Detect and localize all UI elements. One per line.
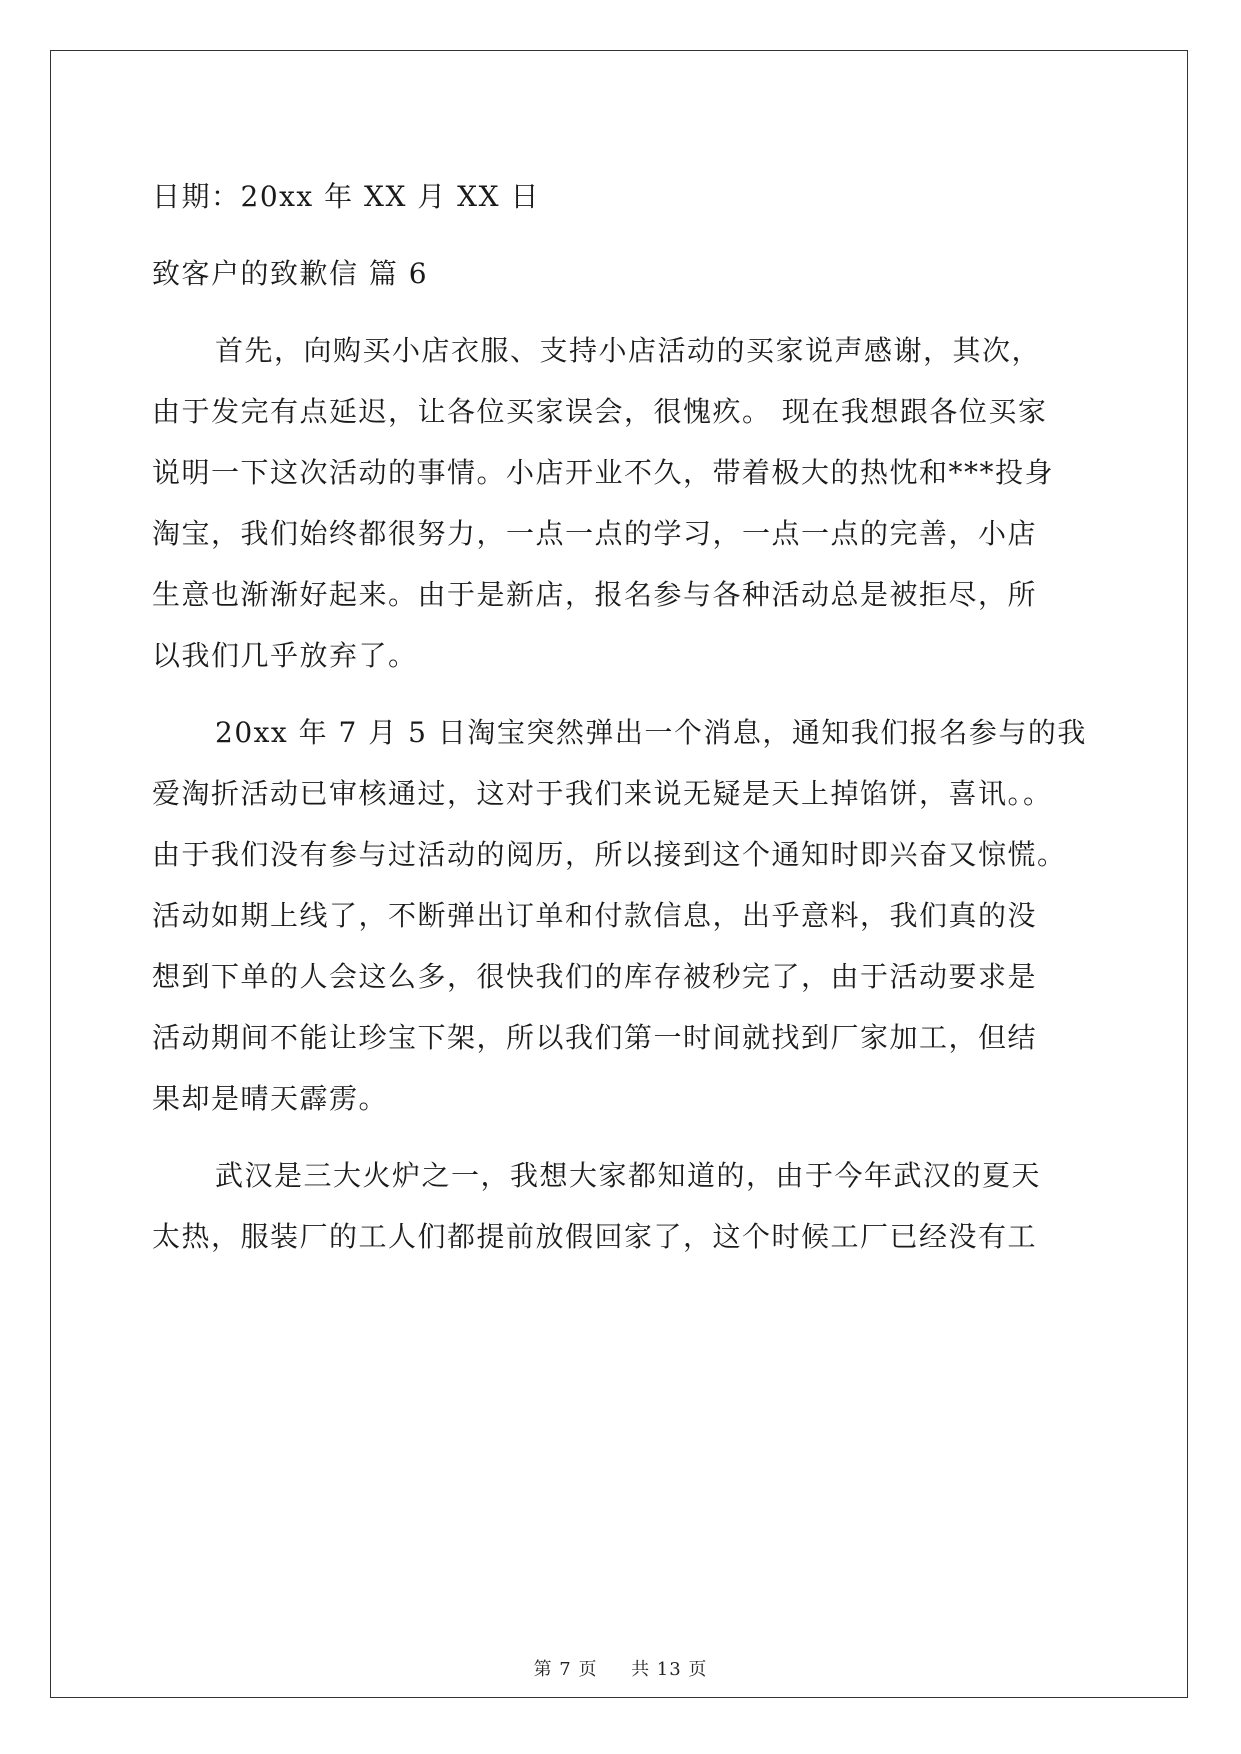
- page-number: 第 7 页: [533, 1659, 598, 1680]
- paragraph-line: 活动期间不能让珍宝下架，所以我们第一时间就找到厂家加工，但结: [152, 1021, 1038, 1054]
- document-body: [152, 166, 1092, 1267]
- paragraph-1: [152, 320, 1092, 686]
- paragraph-2: [152, 702, 1092, 1129]
- paragraph-line: 想到下单的人会这么多，很快我们的库存被秒完了，由于活动要求是: [152, 960, 1038, 993]
- paragraph-3: [152, 1145, 1092, 1267]
- paragraph-line: 由于发完有点延迟，让各位买家误会，很愧疚。 现在我想跟各位买家: [152, 395, 1048, 428]
- paragraph-line: 武汉是三大火炉之一，我想大家都知道的，由于今年武汉的夏天: [215, 1159, 1042, 1192]
- paragraph-line: 果却是晴天霹雳。: [152, 1082, 389, 1115]
- paragraph-line: 生意也渐渐好起来。由于是新店，报名参与各种活动总是被拒尽，所: [152, 578, 1038, 611]
- paragraph-line: 太热，服装厂的工人们都提前放假回家了，这个时候工厂已经没有工: [152, 1220, 1038, 1253]
- paragraph-line: 爱淘折活动已审核通过，这对于我们来说无疑是天上掉馅饼，喜讯。。: [152, 777, 1053, 810]
- paragraph-line: 淘宝，我们始终都很努力，一点一点的学习，一点一点的完善，小店: [152, 517, 1038, 550]
- date-line: 日期：20xx 年 XX 月 XX 日: [152, 180, 540, 213]
- page-footer: [0, 1655, 1241, 1681]
- paragraph-line: 活动如期上线了，不断弹出订单和付款信息，出乎意料，我们真的没: [152, 899, 1038, 932]
- paragraph-line: 首先，向购买小店衣服、支持小店活动的买家说声感谢，其次，: [215, 334, 1042, 367]
- paragraph-line: 以我们几乎放弃了。: [152, 639, 418, 672]
- paragraph-line: 说明一下这次活动的事情。小店开业不久，带着极大的热忱和***投身: [152, 456, 1055, 489]
- paragraph-line: 由于我们没有参与过活动的阅历，所以接到这个通知时即兴奋又惊慌。: [152, 838, 1067, 871]
- section-title: 致客户的致歉信 篇 6: [152, 257, 429, 290]
- paragraph-line: 20xx 年 7 月 5 日淘宝突然弹出一个消息，通知我们报名参与的我: [215, 716, 1087, 749]
- page-total: 共 13 页: [631, 1659, 708, 1680]
